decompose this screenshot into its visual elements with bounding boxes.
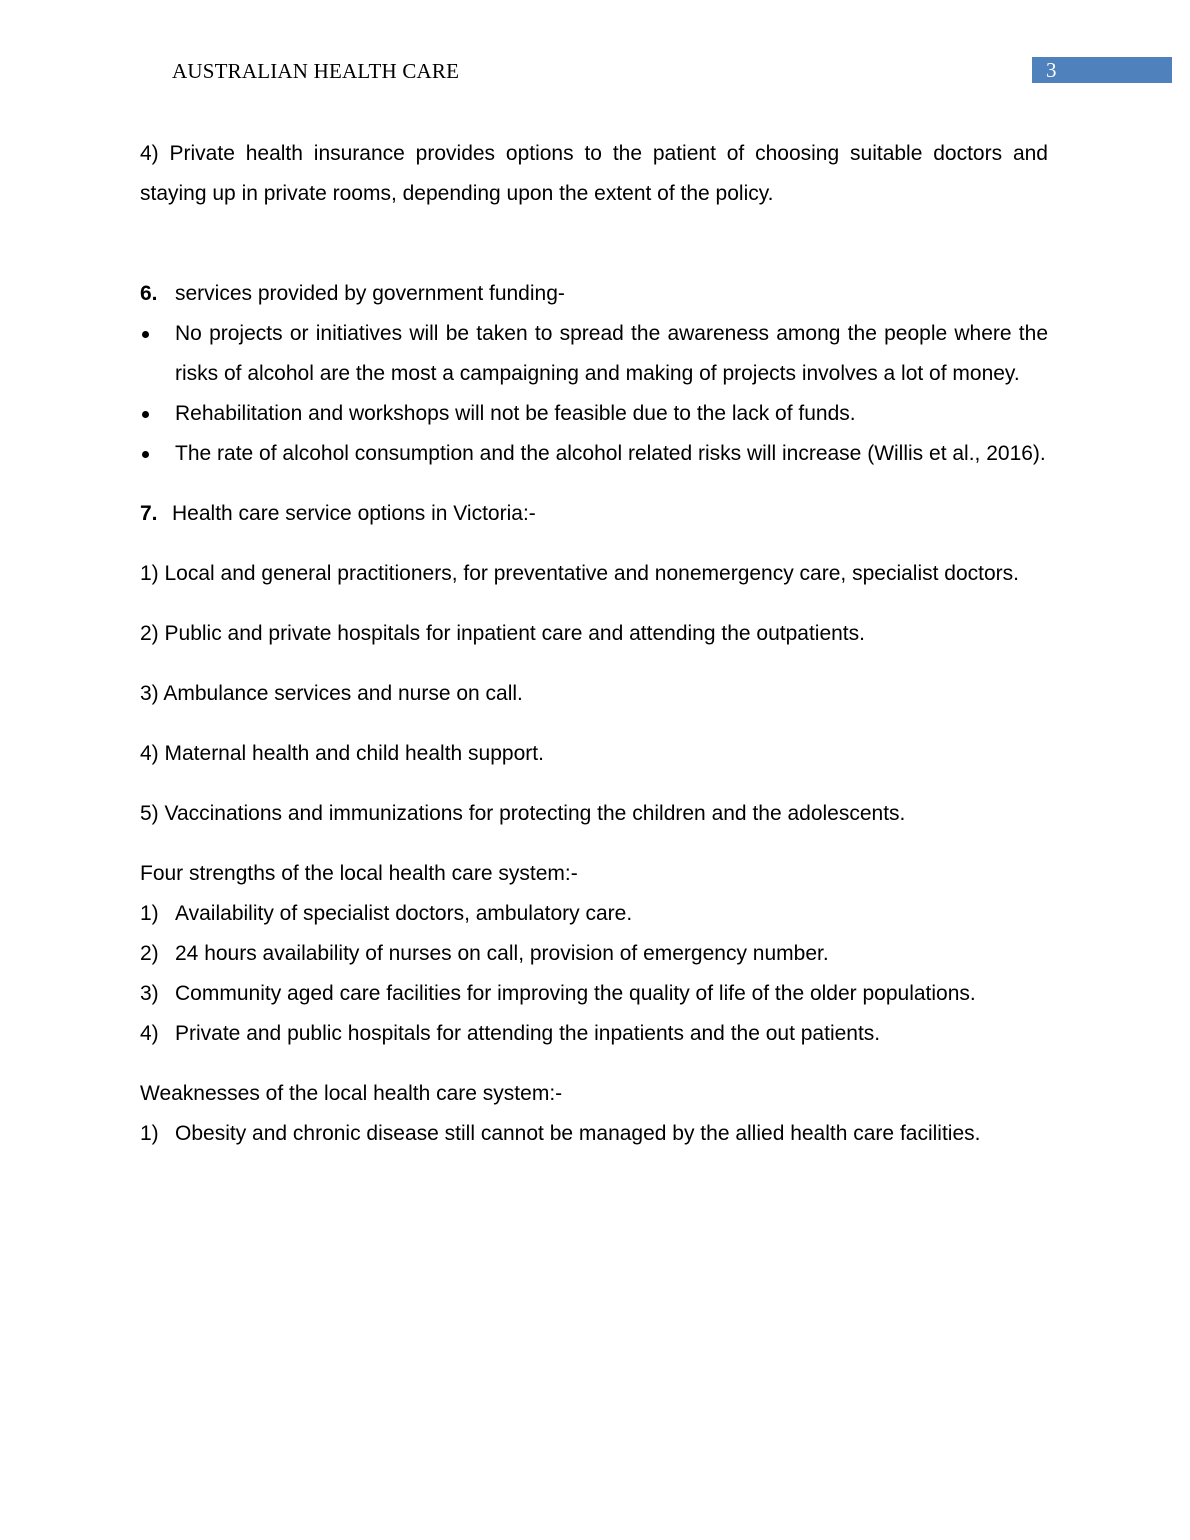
list-item-text: Community aged care facilities for improving the quality of life of the older populations.: [175, 982, 976, 1005]
list-item: [140, 974, 1048, 1014]
strengths-heading: Four strengths of the local health care system:-: [140, 862, 578, 885]
service-option: 4) Maternal health and child health support.: [140, 742, 544, 765]
list-item: [140, 894, 1048, 934]
section-7: [140, 494, 1048, 834]
strengths-list: [140, 894, 1048, 1054]
service-option: 5) Vaccinations and immunizations for protecting the children and the adolescents.: [140, 802, 906, 825]
list-item: [140, 1014, 1048, 1054]
section-6-heading: [140, 274, 1048, 314]
weaknesses-section: [140, 1074, 1048, 1154]
bullet-text: No projects or initiatives will be taken to spread the awareness among the people where the risks of alcohol are the most a campaigning and making of projects involves a lot of money.: [175, 322, 1048, 385]
section-7-title: Health care service options in Victoria:-: [172, 502, 536, 525]
list-item: [140, 1114, 1048, 1154]
list-item: [140, 314, 1048, 394]
list-item-text: Private and public hospitals for attending the inpatients and the out patients.: [175, 1022, 881, 1045]
list-item-text: 24 hours availability of nurses on call, provision of emergency number.: [175, 942, 829, 965]
weaknesses-list: [140, 1114, 1048, 1154]
weaknesses-heading: Weaknesses of the local health care system:-: [140, 1082, 563, 1105]
page-number-badge: [1032, 57, 1172, 83]
list-item: [140, 434, 1048, 474]
service-option: 1) Local and general practitioners, for preventative and nonemergency care, specialist doctors.: [140, 562, 1019, 585]
page-number: 3: [1046, 58, 1057, 82]
section-7-heading: [140, 494, 1048, 534]
bullet-text: Rehabilitation and workshops will not be feasible due to the lack of funds.: [175, 402, 856, 425]
section-6-bullet-list: [140, 314, 1048, 474]
list-marker: 2): [140, 942, 159, 965]
bullet-icon: [142, 451, 149, 458]
running-header-title: AUSTRALIAN HEALTH CARE: [172, 59, 460, 83]
list-marker: 1): [140, 902, 159, 925]
list-item: [140, 394, 1048, 434]
list-item-text: Availability of specialist doctors, ambulatory care.: [175, 902, 633, 925]
list-marker: 4): [140, 1022, 159, 1045]
intro-paragraph: 4) Private health insurance provides options to the patient of choosing suitable doctors and staying up in private rooms, depending upon the extent of the policy.: [140, 142, 1048, 205]
list-item-text: Obesity and chronic disease still cannot be managed by the allied health care facilities.: [175, 1122, 981, 1145]
section-6-title: services provided by government funding-: [175, 282, 565, 305]
list-item: [140, 934, 1048, 974]
strengths-section: [140, 854, 1048, 1054]
document-body: [140, 134, 1048, 1154]
bullet-text: The rate of alcohol consumption and the alcohol related risks will increase (Willis et al., 2016).: [175, 442, 1046, 465]
list-marker: 1): [140, 1122, 159, 1145]
section-6-number: 6.: [140, 282, 158, 305]
bullet-icon: [142, 411, 149, 418]
bullet-icon: [142, 331, 149, 338]
section-6: [140, 274, 1048, 474]
section-7-number: 7.: [140, 502, 158, 525]
service-option: 3) Ambulance services and nurse on call.: [140, 682, 523, 705]
list-marker: 3): [140, 982, 159, 1005]
service-option: 2) Public and private hospitals for inpatient care and attending the outpatients.: [140, 622, 865, 645]
